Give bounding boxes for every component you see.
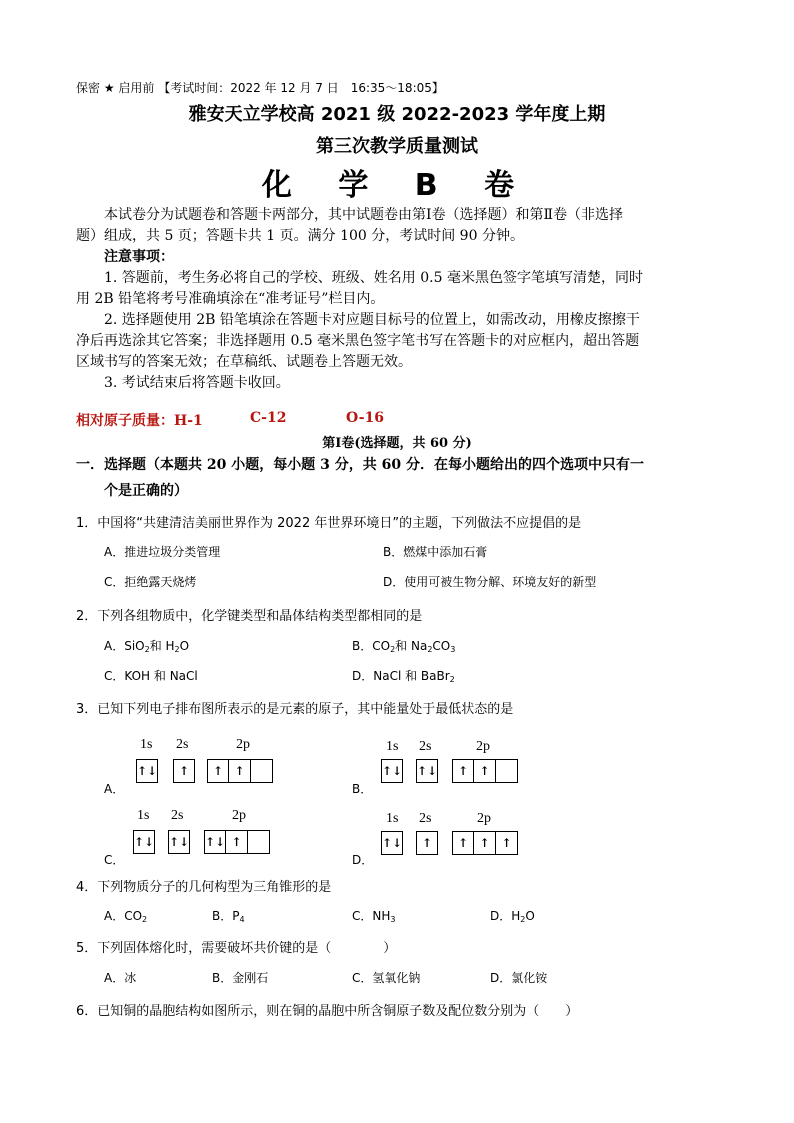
q3b-1s-orbital bbox=[381, 759, 403, 783]
q3-option-d-label: D． bbox=[352, 853, 374, 867]
q2-option-d: D．NaCl 和 BaBr$_2$ bbox=[352, 669, 455, 684]
part1-line-1: 一．选择题（本题共 20 小题，每小题 3 分，共 60 分．在每小题给出的四个选项中只有一 bbox=[76, 457, 644, 473]
atomic-mass-c: C-12 bbox=[250, 410, 287, 426]
q3-option-c-label: C． bbox=[104, 853, 125, 867]
notice-2b: 净后再选涂其它答案；非选择题用 0.5 毫米黑色签字笔书写在答题卡的对应框内，超出答题 bbox=[76, 333, 640, 349]
orbital-box: ↑ bbox=[474, 831, 496, 855]
part1-line-2: 个是正确的） bbox=[104, 483, 188, 499]
orbital-box: ↑↓ bbox=[416, 759, 438, 783]
intro-line-1: 本试卷分为试题卷和答题卡两部分，其中试题卷由第Ⅰ卷（选择题）和第Ⅱ卷（非选择 bbox=[104, 207, 624, 223]
q3d-2p-orbital bbox=[452, 831, 518, 855]
q5-option-a: A．冰 bbox=[104, 971, 137, 985]
q2-option-c: C．KOH 和 NaCl bbox=[104, 669, 198, 683]
orbital-box: ↑↓ bbox=[381, 831, 403, 855]
q5-option-d: D．氯化铵 bbox=[490, 971, 548, 985]
q5-option-b: B．金刚石 bbox=[212, 971, 269, 985]
q3-stem: 3．已知下列电子排布图所表示的是元素的原子，其中能量处于最低状态的是 bbox=[76, 702, 514, 717]
orbital-box: ↑ bbox=[173, 759, 195, 783]
q4-option-c: C．$NH_3$ bbox=[352, 909, 396, 924]
q3d-2s-orbital bbox=[416, 831, 438, 855]
orbital-box: ↑ bbox=[452, 831, 474, 855]
notice-title: 注意事项： bbox=[104, 249, 174, 265]
atomic-mass-label: 相对原子质量：H-1 bbox=[76, 413, 203, 429]
orbital-box: ↑ bbox=[452, 759, 474, 783]
q3b-1s-label: 1s bbox=[386, 739, 399, 754]
q1-stem: 1．中国将“共建清洁美丽世界作为 2022 年世界环境日”的主题，下列做法不应提倡的是 bbox=[76, 516, 582, 531]
test-title: 第三次教学质量测试 bbox=[316, 136, 478, 157]
q2-option-a: A．SiO$_2$和 $H_2O$ bbox=[104, 639, 190, 654]
q1-option-a: A．推进垃圾分类管理 bbox=[104, 545, 221, 559]
orbital-box: ↑↓ bbox=[136, 759, 158, 783]
orbital-box: ↑↓ bbox=[133, 830, 155, 854]
q3c-2p-label: 2p bbox=[232, 808, 246, 823]
q3c-1s-label: 1s bbox=[137, 808, 150, 823]
subject-title: 化 学 B 卷 bbox=[261, 168, 533, 203]
q3a-1s-label: 1s bbox=[140, 737, 153, 752]
orbital-box: ↑ bbox=[207, 759, 229, 783]
q3a-1s-orbital bbox=[136, 759, 158, 783]
q3c-2p-orbital bbox=[204, 830, 270, 854]
notice-3: 3. 考试结束后将答题卡收回。 bbox=[104, 375, 290, 391]
q3c-2s-orbital bbox=[168, 830, 190, 854]
notice-1b: 用 2B 铅笔将考号准确填涂在“准考证号”栏目内。 bbox=[76, 291, 385, 307]
q5-option-c: C．氢氧化钠 bbox=[352, 971, 421, 985]
q1-option-d: D．使用可被生物分解、环境友好的新型 bbox=[383, 575, 597, 589]
orbital-box bbox=[248, 830, 270, 854]
q3d-1s-orbital bbox=[381, 831, 403, 855]
orbital-box: ↑↓ bbox=[168, 830, 190, 854]
orbital-box bbox=[251, 759, 273, 783]
q4-option-d: D．$H_2O$ bbox=[490, 909, 535, 924]
q5-stem: 5．下列固体熔化时，需要破坏共价键的是（ ） bbox=[76, 941, 397, 956]
q3a-2s-orbital bbox=[173, 759, 195, 783]
q4-stem: 4．下列物质分子的几何构型为三角锥形的是 bbox=[76, 880, 332, 895]
orbital-box: ↑ bbox=[416, 831, 438, 855]
q3d-2s-label: 2s bbox=[419, 811, 432, 826]
notice-2c: 区域书写的答案无效；在草稿纸、试题卷上答题无效。 bbox=[76, 354, 412, 370]
section-title: 第Ⅰ卷(选择题，共 60 分) bbox=[322, 436, 472, 451]
q3a-2p-label: 2p bbox=[236, 737, 250, 752]
q1-option-c: C．拒绝露天烧烤 bbox=[104, 575, 197, 589]
q1-option-b: B．燃煤中添加石膏 bbox=[383, 545, 488, 559]
q3d-2p-label: 2p bbox=[477, 811, 491, 826]
q3b-2p-label: 2p bbox=[476, 739, 490, 754]
orbital-box: ↑ bbox=[229, 759, 251, 783]
q3b-2s-orbital bbox=[416, 759, 438, 783]
orbital-box: ↑↓ bbox=[381, 759, 403, 783]
q3a-2p-orbital bbox=[207, 759, 273, 783]
orbital-box: ↑ bbox=[474, 759, 496, 783]
q3-option-a-label: A． bbox=[104, 782, 125, 796]
orbital-box: ↑ bbox=[496, 831, 518, 855]
atomic-mass-o: O-16 bbox=[346, 410, 385, 426]
q3-option-b-label: B． bbox=[352, 782, 373, 796]
q2-stem: 2．下列各组物质中，化学键类型和晶体结构类型都相同的是 bbox=[76, 609, 423, 624]
q3b-2p-orbital bbox=[452, 759, 518, 783]
q4-option-a: A．$CO_2$ bbox=[104, 909, 148, 924]
orbital-box bbox=[496, 759, 518, 783]
q3a-2s-label: 2s bbox=[176, 737, 189, 752]
orbital-box: ↑↓ bbox=[204, 830, 226, 854]
notice-2: 2. 选择题使用 2B 铅笔填涂在答题卡对应题目标号的位置上，如需改动，用橡皮擦擦干 bbox=[104, 312, 640, 328]
exam-header: 保密 ★ 启用前 【考试时间：2022 年 12 月 7 日 16:35～18:05】 bbox=[76, 81, 444, 95]
q3c-1s-orbital bbox=[133, 830, 155, 854]
orbital-box: ↑ bbox=[226, 830, 248, 854]
q4-option-b: B．$P_4$ bbox=[212, 909, 245, 924]
intro-line-2: 题）组成，共 5 页；答题卡共 1 页。满分 100 分，考试时间 90 分钟。 bbox=[76, 228, 524, 244]
notice-1: 1. 答题前，考生务必将自己的学校、班级、姓名用 0.5 毫米黑色签字笔填写清楚，同时 bbox=[104, 270, 643, 286]
q3c-2s-label: 2s bbox=[171, 808, 184, 823]
school-title: 雅安天立学校高 2021 级 2022-2023 学年度上期 bbox=[188, 104, 606, 125]
q3d-1s-label: 1s bbox=[386, 811, 399, 826]
q6-stem: 6．已知铜的晶胞结构如图所示，则在铜的晶胞中所含铜原子数及配位数分别为（ ） bbox=[76, 1004, 579, 1019]
q3b-2s-label: 2s bbox=[419, 739, 432, 754]
q2-option-b: B．$CO_2$和 $Na_2CO_3$ bbox=[352, 639, 456, 654]
